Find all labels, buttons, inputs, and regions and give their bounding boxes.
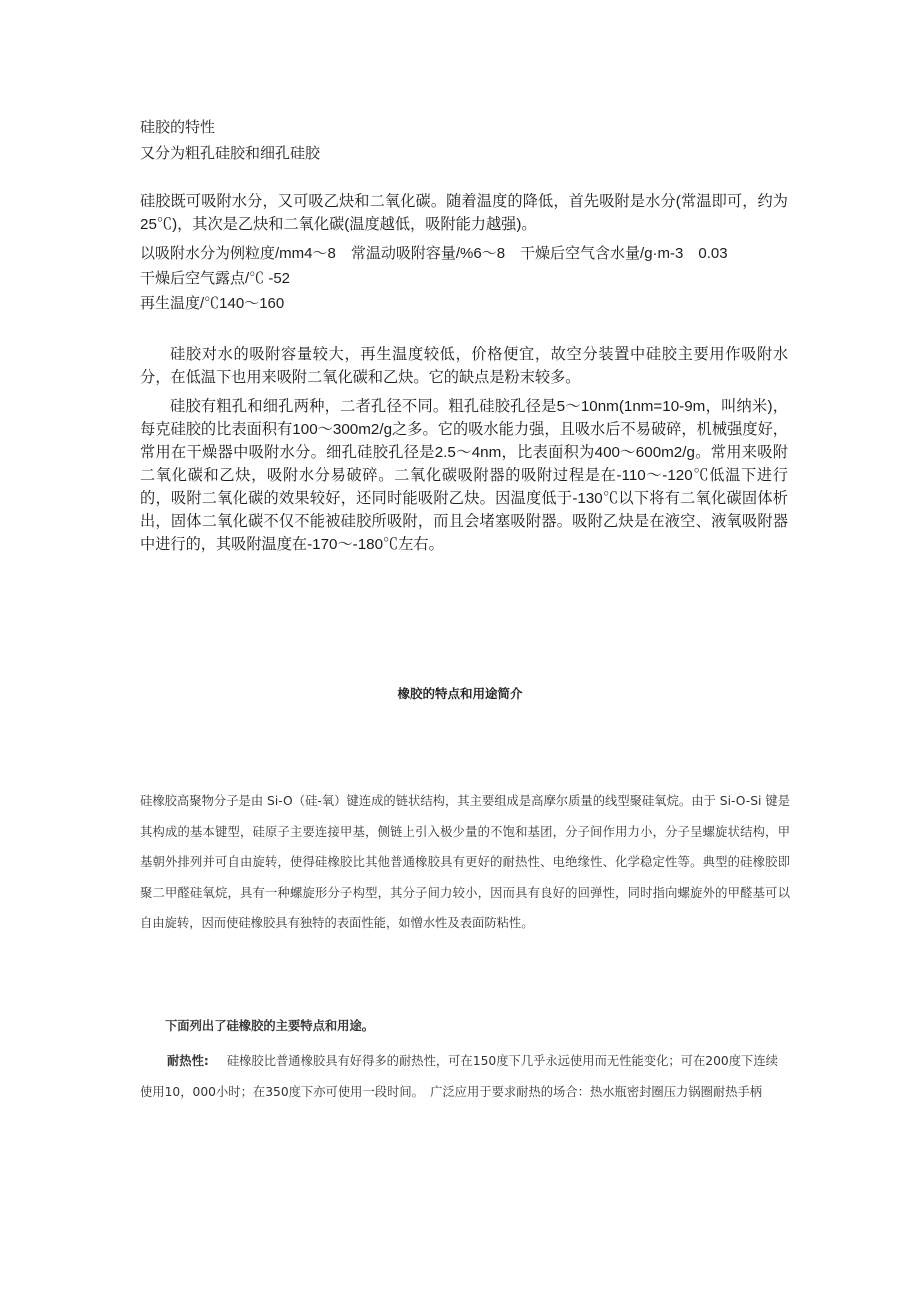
heat-resistance-text: 硅橡胶比普通橡胶具有好得多的耐热性，可在150度下几乎永远使用而无性能变化；可在200度下连续使用10，000小时；在350度下亦可使用一段时间。 广泛应用于要求耐热的场合：热水瓶密封圈压力锅圈耐热手柄 bbox=[140, 1054, 778, 1099]
silica-gel-spec-line-3: 再生温度/℃140～160 bbox=[140, 295, 285, 312]
silica-gel-spec-line-2: 干燥后空气露点/℃ -52 bbox=[140, 270, 291, 287]
rubber-heat-resistance bbox=[140, 1046, 790, 1107]
silica-gel-spec-line-1: 以吸附水分为例粒度/mm4～8 常温动吸附容量/%6～8 干燥后空气含水量/g·m-3 0.03 bbox=[140, 245, 728, 262]
heat-resistance-label: 耐热性: bbox=[167, 1054, 209, 1068]
rubber-section-title: 橡胶的特点和用途简介 bbox=[397, 687, 523, 701]
silica-gel-paragraph-1: 硅胶对水的吸附容量较大，再生温度较低，价格便宜，故空分装置中硅胶主要用作吸附水分，在低温下也用来吸附二氧化碳和乙炔。它的缺点是粉末较多。 bbox=[140, 346, 788, 386]
silica-gel-subtitle: 又分为粗孔硅胶和细孔硅胶 bbox=[140, 145, 321, 162]
rubber-intro: 硅橡胶高聚物分子是由 Si-O（硅-氧）键连成的链状结构，其主要组成是高摩尔质量的线型聚硅氧烷。由于 Si-O-Si 键是其构成的基本键型，硅原子主要连接甲基，侧链上引入极少量的不饱和基团，分子间作用力小，分子呈螺旋状结构，甲基朝外排列并可自由旋转，使得硅橡胶比其他普通橡胶具有更好的耐热性、电绝缘性、化学稳定性等。典型的硅橡胶即聚二甲醛硅氧烷，具有一种螺旋形分子构型，其分子间力较小，因而具有良好的回弹性，同时指向螺旋外的甲醛基可以自由旋转，因而使硅橡胶具有独特的表面性能，如憎水性及表面防粘性。 bbox=[140, 794, 790, 930]
silica-gel-title: 硅胶的特性 bbox=[140, 119, 216, 136]
silica-gel-paragraph-2: 硅胶有粗孔和细孔两种，二者孔径不同。粗孔硅胶孔径是5～10nm(1nm=10-9m，叫纳米)，每克硅胶的比表面积有100～300m2/g之多。它的吸水能力强，且吸水后不易破碎，机械强度好，常用在干燥器中吸附水分。细孔硅胶孔径是2.5～4nm，比表面积为400～600m2/g。常用来吸附二氧化碳和乙炔，吸附水分易破碎。二氧化碳吸附器的吸附过程是在-110～-120℃低温下进行的，吸附二氧化碳的效果较好，还同时能吸附乙炔。因温度低于-130℃以下将有二氧化碳固体析出，固体二氧化碳不仅不能被硅胶所吸附，而且会堵塞吸附器。吸附乙炔是在液空、液氧吸附器中进行的，其吸附温度在-170～-180℃左右。 bbox=[140, 398, 788, 553]
rubber-features-lead: 下面列出了硅橡胶的主要特点和用途。 bbox=[165, 1019, 375, 1033]
silica-gel-intro: 硅胶既可吸附水分，又可吸乙炔和二氧化碳。随着温度的降低，首先吸附是水分(常温即可，约为25℃)，其次是乙炔和二氧化碳(温度越低，吸附能力越强)。 bbox=[140, 193, 788, 233]
